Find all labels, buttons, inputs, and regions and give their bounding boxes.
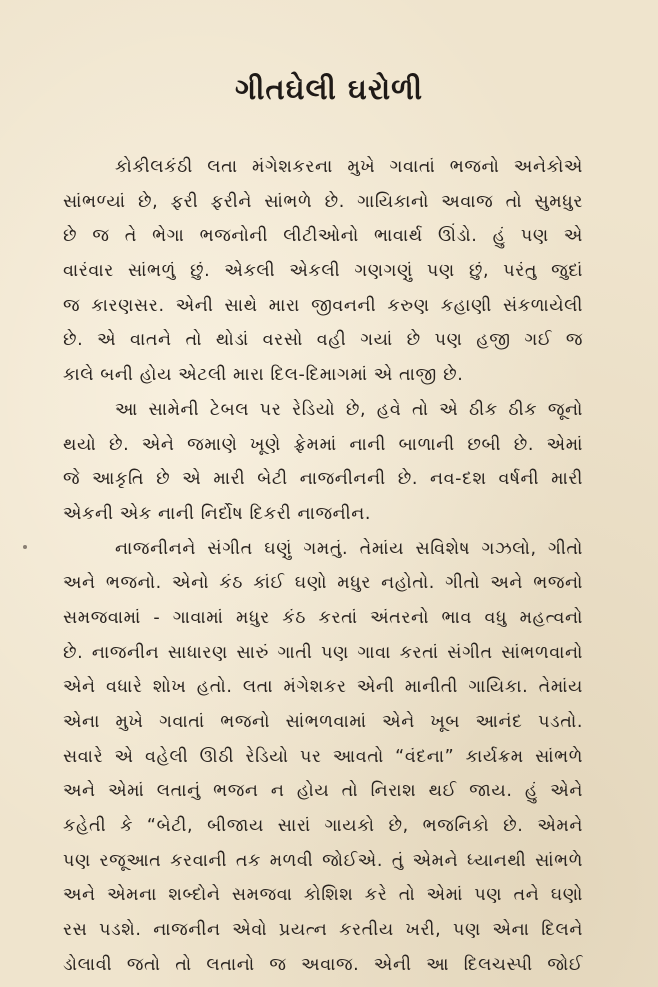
text-line: અને એમાં લતાનું ભજન ન હોય તો નિરાશ થઈ જાય. હું એને [63,781,583,802]
text-line: કહેતી કે “બેટી, બીજાય સારાં ગાયકો છે, ભજનિકો છે. એમને [63,816,583,837]
text-line: જે આકૃતિ છે એ મારી બેટી નાજનીનની છે. નવ-દશ વર્ષની મારી [63,469,583,490]
text-line: જ કારણસર. એની સાથે મારા જીવનની કરુણ કહાણી સંકળાયેલી [63,295,583,316]
text-line: સાંભળ્યાં છે, ફરી ફરીને સાંભળે છે. ગાયિકાનો અવાજ તો સુમધુર [63,191,583,212]
text-line: અને એમના શબ્દોને સમજવા કોશિશ કરે તો એમાં પણ તને ઘણો [63,885,583,906]
text-line: થયો છે. એને જમાણે ખૂણે ફ્રેમમાં નાની બાળાની છબી છે. એમાં [63,434,583,455]
text-line: એના મુખે ગવાતાં ભજનો સાંભળવામાં એને ખૂબ આનંદ પડતો. [63,712,583,732]
text-line: વારંવાર સાંભળું છું. એકલી એકલી ગણગણું પણ છું, પરંતુ જુદાં [63,261,583,282]
text-line: સવારે એ વહેલી ઊઠી રેડિયો પર આવતો “વંદના” કાર્યક્રમ સાંભળે [63,746,583,767]
text-line: અને ભજનો. એનો કંઠ કાંઈ ઘણો મધુર નહોતો. ગીતો અને ભજનો [63,573,583,594]
page-speck [23,545,27,549]
text-line: આ સામેની ટેબલ પર રેડિયો છે, હવે તો એ ઠીક ઠીક જૂનો [115,399,583,420]
text-line: એને વધારે શોખ હતો. લતા મંગેશકર એની માનીતી ગાયિકા. તેમાંય [63,677,583,698]
story-text [63,150,583,983]
text-line: છે. એ વાતને તો થોડાં વરસો વહી ગયાં છે પણ હજી ગઈ જ [63,330,583,351]
text-line: છે જ તે ભેગા ભજનોની લીટીઓનો ભાવાર્થ ઊંડો. હું પણ એ [63,226,583,247]
text-line: કાલે બની હોય એટલી મારા દિલ-દિમાગમાં એ તાજી છે. [63,365,464,386]
text-line: ડોલાવી જતો તો લતાનો જ અવાજ. એની આ દિલચસ્પી જોઈ [63,954,583,975]
text-line: છે. નાજનીન સાધારણ સારું ગાતી પણ ગાવા કરતાં સંગીત સાંભળવાનો [63,642,583,663]
text-line: કોકીલકંઠી લતા મંગેશકરના મુખે ગવાતાં ભજનો અનેકોએ [115,157,583,177]
page-title: ગીતઘેલી ઘરોળી [234,72,424,106]
text-line: એકની એક નાની નિર્દોષ દિકરી નાજનીન. [63,503,372,524]
text-line: પણ રજૂઆત કરવાની તક મળવી જોઈએ. તું એમને ધ્યાનથી સાંભળે [63,850,583,871]
text-line: સમજવામાં - ગાવામાં મધુર કંઠ કરતાં અંતરનો ભાવ વધુ મહત્વનો [63,607,583,628]
text-line: રસ પડશે. નાજનીન એવો પ્રયત્ન કરતીય ખરી, પણ એના દિલને [63,920,583,941]
text-line: નાજનીનને સંગીત ઘણું ગમતું. તેમાંય સવિશેષ ગઝલો, ગીતો [115,538,583,559]
